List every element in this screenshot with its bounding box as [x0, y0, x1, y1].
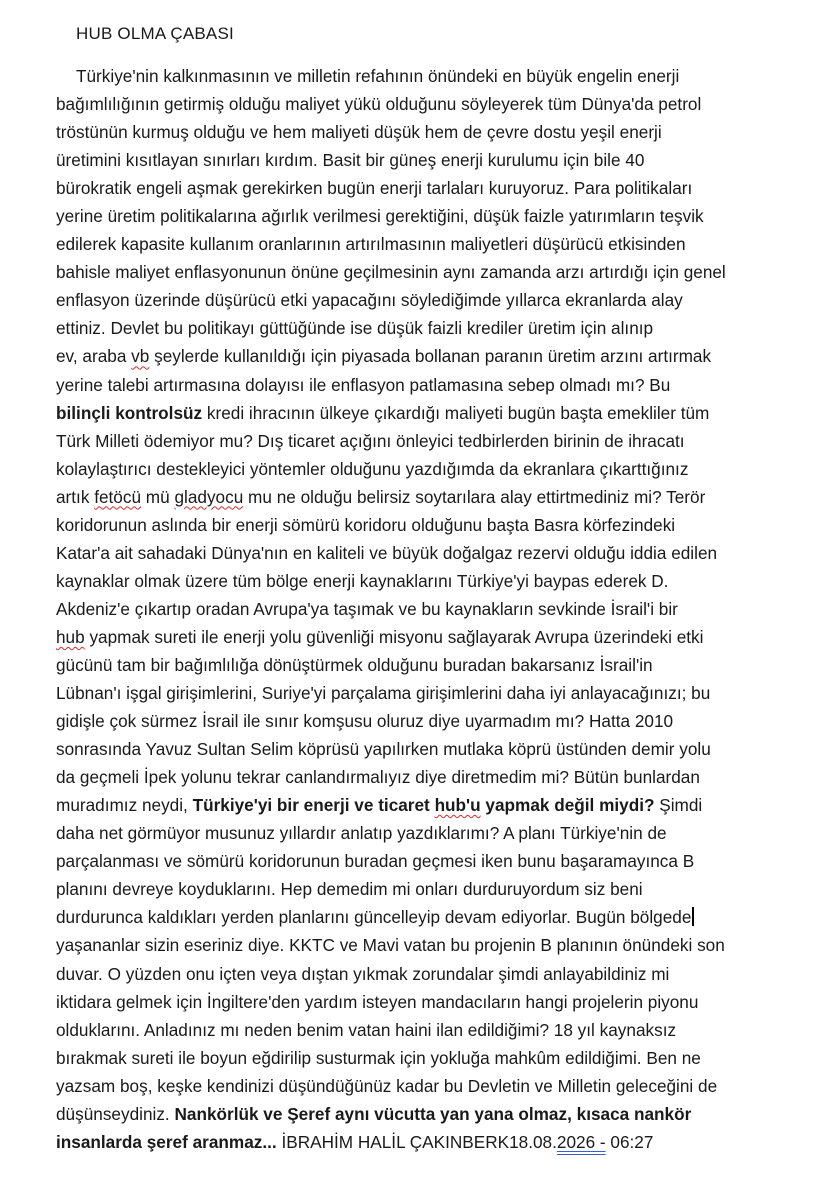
text-run: mü	[141, 486, 175, 507]
text-run: gücünü tam bir bağımlılığa dönüştürmek olduğunu buradan bakarsanız İsrail'in	[56, 654, 653, 675]
text-line	[56, 707, 804, 735]
text-line	[56, 623, 804, 651]
bold-text: hub'u	[434, 795, 481, 816]
bold-text: Türkiye'yi bir enerji ve ticaret	[192, 795, 435, 816]
text-line	[56, 342, 804, 370]
text-line	[56, 455, 804, 483]
text-line	[56, 539, 804, 567]
text-run: bürokratik engeli aşmak gerekirken bugün enerji tarlaları kuruyoruz. Para politikaları	[56, 178, 693, 199]
text-run: kolaylaştırıcı destekleyici yöntemler olduğunu yazdığımda da ekranlara çıkarttığınız	[56, 458, 689, 479]
spellcheck-flagged-word: fetöcü	[94, 486, 142, 507]
text-line	[56, 903, 804, 931]
text-line	[56, 1072, 804, 1100]
text-line	[56, 1044, 804, 1072]
bold-text: yapmak değil miydi?	[480, 795, 655, 816]
text-line	[56, 314, 804, 342]
text-run: duvar. O yüzden onu içten veya dıştan yıkmak zorundalar şimdi anlayabildiniz mi	[56, 963, 670, 984]
spellcheck-flagged-word: gladyocu	[174, 486, 244, 507]
text-run: kredi ihracının ülkeye çıkardığı maliyeti bugün başta emekliler tüm	[202, 402, 710, 423]
text-line	[56, 511, 804, 539]
text-run: yaşananlar sizin eseriniz diye. KKTC ve Mavi vatan bu projenin B planının önündeki son	[56, 935, 725, 956]
bold-text: Nankörlük ve Şeref aynı vücutta yan yana olmaz, kısaca nankör	[174, 1103, 692, 1124]
text-line	[56, 399, 804, 427]
text-run: durdurunca kaldıkları yerden planlarını güncelleyip devam ediyorlar. Bugün bölgede	[56, 907, 692, 928]
text-run: artık	[56, 486, 95, 507]
text-run: üretimini kısıtlayan sınırları kırdım. Basit bir güneş enerji kurulumu için bile 40	[56, 150, 645, 171]
text-run: Katar'a ait sahadaki Dünya'nın en kaliteli ve büyük doğalgaz rezervi olduğu iddia edilen	[56, 542, 718, 563]
text-cursor	[692, 907, 694, 926]
text-line	[56, 931, 804, 959]
text-line	[56, 875, 804, 903]
text-line	[56, 90, 804, 118]
text-line	[56, 1100, 804, 1128]
text-run: yerine talebi artırmasına dolayısı ile enflasyon patlamasına sebep olmadı mı? Bu	[56, 374, 671, 395]
text-run: enflasyon üzerinde düşürücü etki yapacağını söylediğimde yıllarca ekranlarda alay	[56, 290, 683, 311]
text-line	[56, 679, 804, 707]
text-run: ettiniz. Devlet bu politikayı güttüğünde ise düşük faizli krediler üretim için alınıp	[56, 318, 654, 339]
bold-text: bilinçli kontrolsüz	[56, 402, 203, 423]
text-line	[56, 847, 804, 875]
text-line	[56, 483, 804, 511]
text-line	[56, 791, 804, 819]
text-run: mu ne olduğu belirsiz soytarılara alay ettirtmediniz mi? Terör	[243, 486, 706, 507]
text-line	[56, 62, 804, 90]
text-run: kaynaklar olmak üzere tüm bölge enerji kaynaklarını Türkiye'yi baypas ederek D.	[56, 570, 669, 591]
text-run: Lübnan'ı işgal girişimlerini, Suriye'yi parçalama girişimlerini daha iyi anlayacağınızı; bu	[56, 683, 711, 704]
text-line	[56, 174, 804, 202]
text-line	[56, 988, 804, 1016]
text-run: planını devreye koyduklarını. Hep demedim mi onları durduruyordum siz beni	[56, 879, 643, 900]
text-run: şeylerde kullanıldığı için piyasada bollanan paranın üretim arzını artırmak	[149, 346, 712, 367]
text-line	[56, 819, 804, 847]
text-run: da geçmeli İpek yolunu tekrar canlandırmalıyız diye diretmedim mi? Bütün bunlardan	[56, 767, 700, 788]
text-line	[56, 371, 804, 399]
text-run: bahisle maliyet enflasyonunun önüne geçilmesinin aynı zamanda arzı artırdığı için genel	[56, 262, 726, 283]
text-run: sonrasında Yavuz Sultan Selim köprüsü yapılırken mutlaka köprü üstünden demir yolu	[56, 739, 711, 760]
text-line	[56, 1128, 804, 1156]
bold-text: insanlarda şeref aranmaz...	[56, 1131, 277, 1152]
text-run: Türk Milleti ödemiyor mu? Dış ticaret açığını önleyici tedbirlerden birinin de ihracatı	[56, 430, 685, 451]
text-run: parçalanması ve sömürü koridorunun buradan geçmesi iken bunu başaramayınca B	[56, 851, 695, 872]
text-run: Türkiye'nin kalkınmasının ve milletin refahının önündeki en büyük engelin enerji	[76, 66, 680, 86]
text-line	[56, 202, 804, 230]
text-line	[56, 567, 804, 595]
text-line	[56, 230, 804, 258]
text-line	[56, 286, 804, 314]
text-run: muradımız neydi,	[56, 795, 193, 816]
text-run: 06:27	[605, 1131, 654, 1152]
text-line	[56, 118, 804, 146]
document-title: HUB OLMA ÇABASI	[76, 24, 234, 43]
text-run: yazsam boş, keşke kendinizi düşündüğünüz kadar bu Devletin ve Milletin geleceğini de	[56, 1075, 718, 1096]
spellcheck-flagged-word: hub	[56, 626, 85, 647]
text-run: ev, araba	[56, 346, 132, 367]
text-run: gidişle çok sürmez İsrail ile sınır komşusu oluruz diye uyarmadım mı? Hatta 2010	[56, 711, 674, 732]
text-run: yerine üretim politikalarına ağırlık verilmesi gerektiğini, düşük faizle yatırımların teşvik	[56, 206, 704, 227]
text-run: tröstünün kurmuş olduğu ve hem maliyeti düşük hem de çevre dostu yeşil enerji	[56, 122, 662, 143]
text-line	[56, 960, 804, 988]
text-run: Şimdi	[654, 795, 703, 816]
text-line	[56, 1016, 804, 1044]
text-run: bırakmak sureti ile boyun eğdirilip susturmak için yokluğa mahkûm edildiğimi. Ben ne	[56, 1047, 701, 1068]
text-run: edilerek kapasite kullanım oranlarının artırılmasının maliyetleri düşürücü etkisinden	[56, 234, 686, 255]
text-line	[56, 595, 804, 623]
text-line	[56, 427, 804, 455]
text-run: daha net görmüyor musunuz yıllardır anlatıp yazdıklarımı? A planı Türkiye'nin de	[56, 823, 667, 844]
text-run: bağımlılığının getirmiş olduğu maliyet yükü olduğunu söyleyerek tüm Dünya'da petrol	[56, 94, 702, 115]
text-line	[56, 763, 804, 791]
text-run: olduklarını. Anladınız mı neden benim vatan haini ilan edildiğimi? 18 yıl kaynaksız	[56, 1019, 677, 1040]
text-run: iktidara gelmek için İngiltere'den yardım isteyen mandacıların hangi projelerin piyonu	[56, 991, 699, 1012]
text-line	[56, 258, 804, 286]
document-body	[56, 62, 804, 1156]
text-line	[56, 146, 804, 174]
text-run: Akdeniz'e çıkartıp oradan Avrupa'ya taşımak ve bu kaynakların sevkinde İsrail'i bir	[56, 598, 678, 619]
text-run: İBRAHİM HALİL ÇAKINBERK18.08.	[276, 1131, 557, 1152]
text-run: yapmak sureti ile enerji yolu güvenliği misyonu sağlayarak Avrupa üzerindeki etki	[84, 626, 704, 647]
text-run: düşünseydiniz.	[56, 1103, 175, 1124]
text-line	[56, 735, 804, 763]
text-line	[56, 651, 804, 679]
text-run: koridorunun aslında bir enerji sömürü koridoru olduğunu başta Basra körfezindeki	[56, 514, 676, 535]
spellcheck-flagged-word: vb	[131, 346, 150, 367]
bold-text: 2026 -	[556, 1131, 606, 1152]
